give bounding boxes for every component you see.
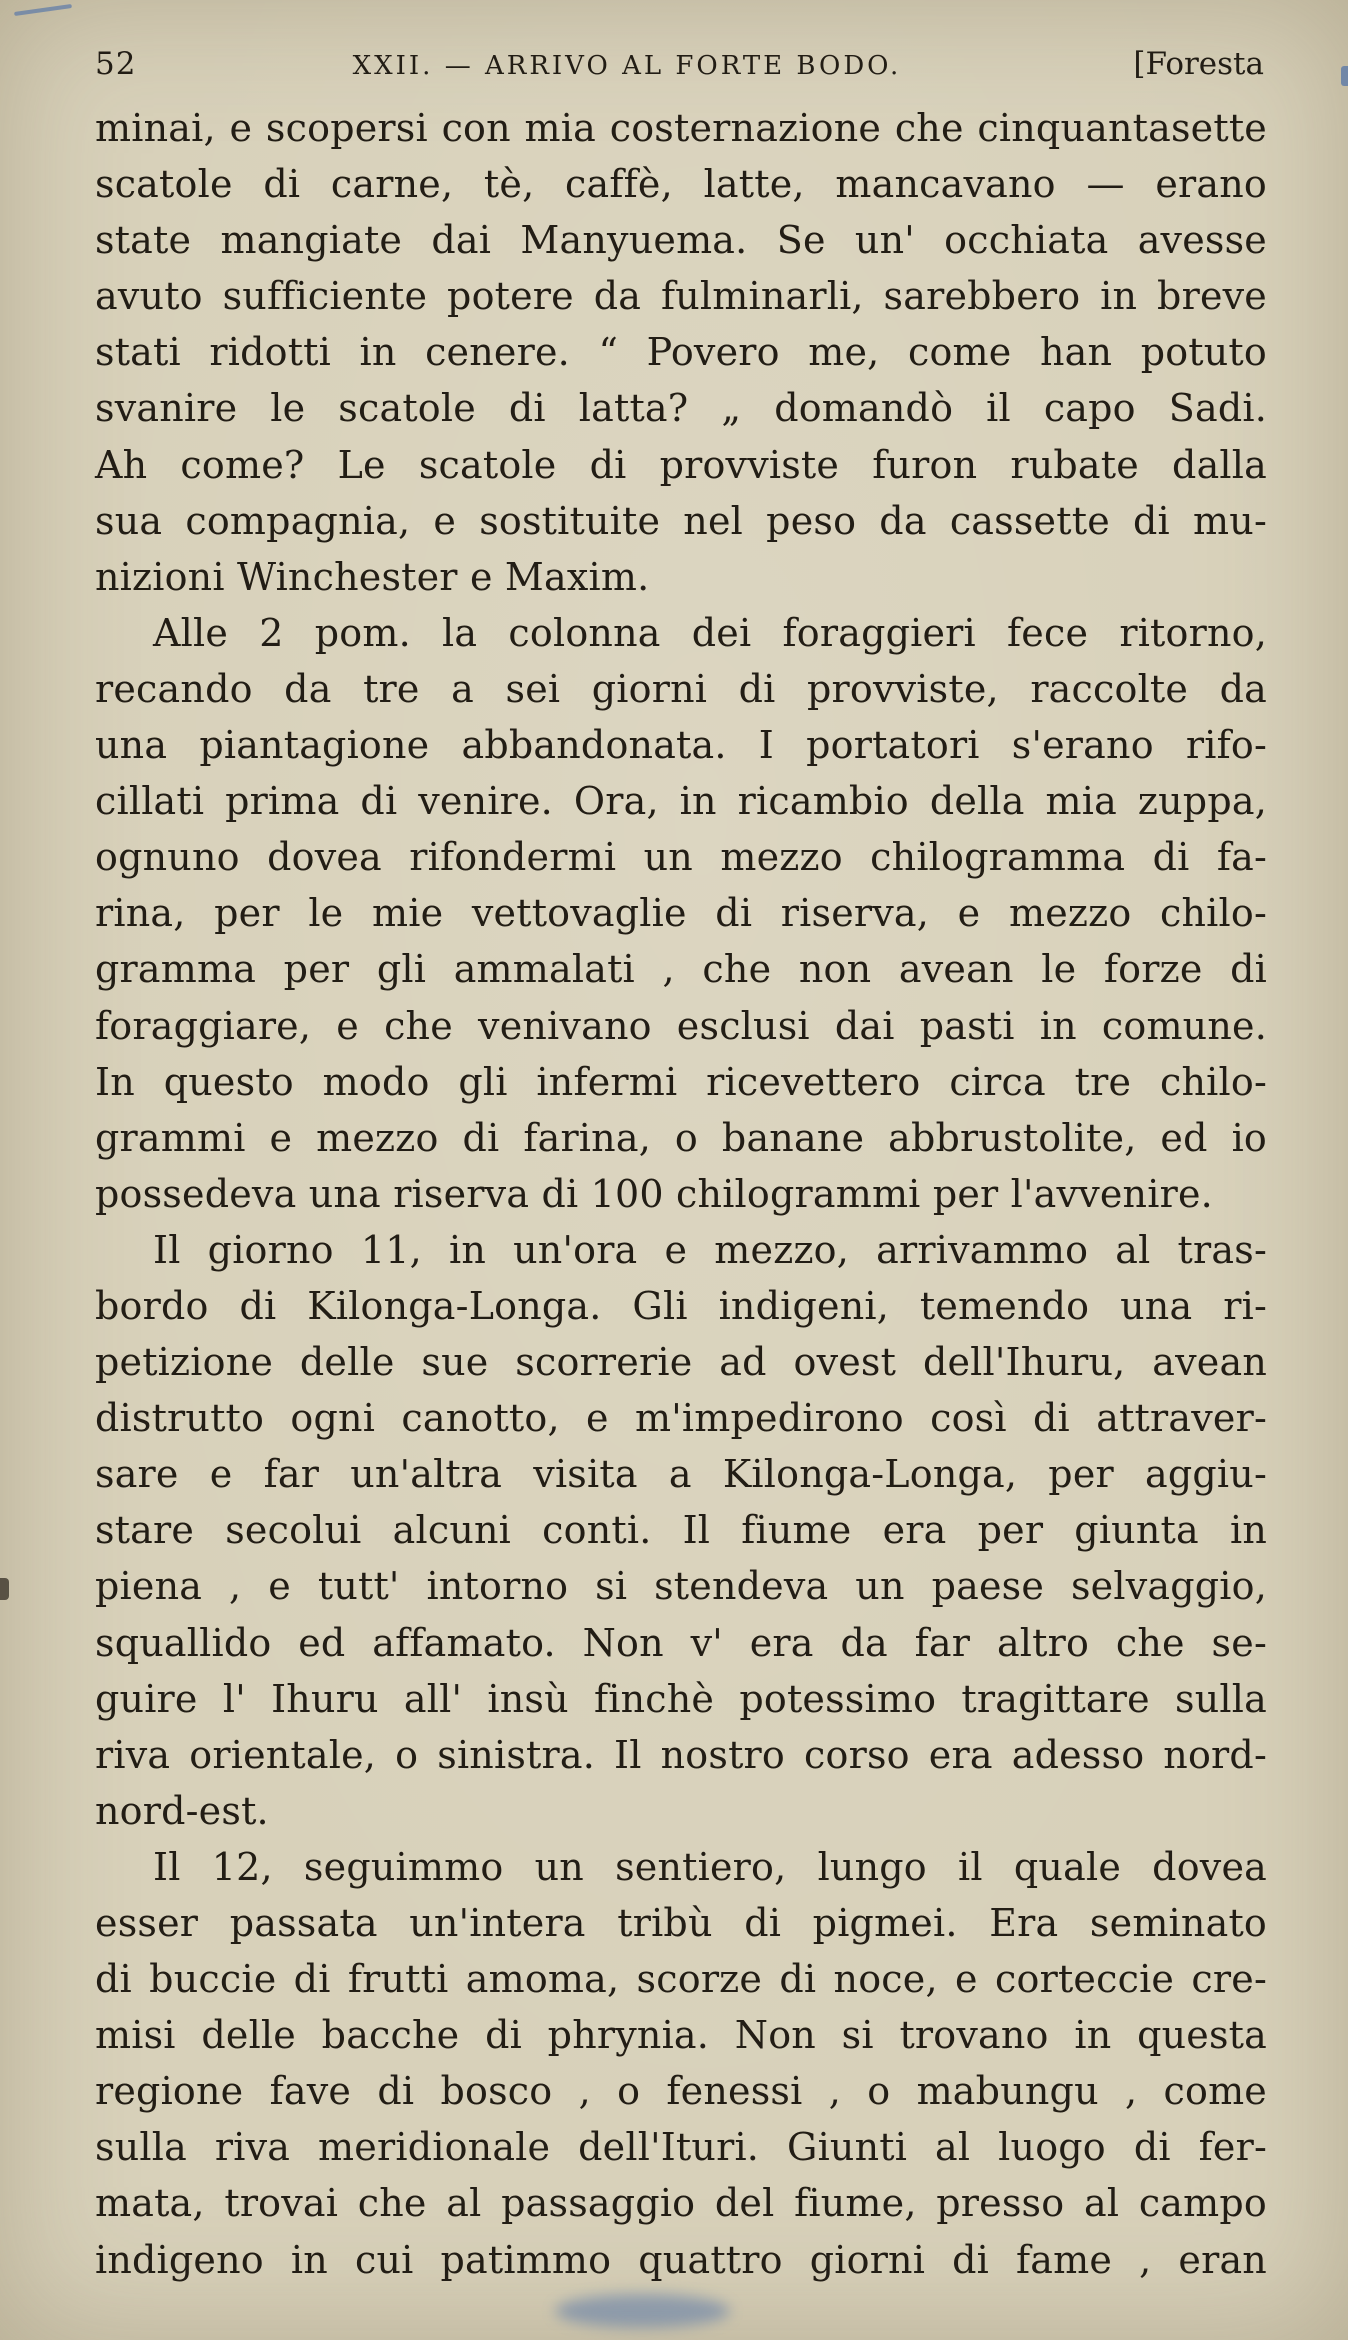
text-line: minai, e scopersi con mia costernazione che cinquantasette: [95, 106, 1267, 150]
scan-artifact-right-edge: [1341, 66, 1348, 86]
text-line: cillati prima di venire. Ora, in ricambio della mia zuppa,: [95, 779, 1267, 824]
text-line: regione fave di bosco , o fenessi , o mabungu , come: [95, 2069, 1267, 2114]
text-line: mata, trovai che al passaggio del fiume, presso al campo: [95, 2181, 1267, 2226]
text-line: nord-est.: [95, 1788, 269, 1833]
text-line: grammi e mezzo di farina, o banane abbrustolite, ed io: [95, 1115, 1267, 1160]
text-line: riva orientale, o sinistra. Il nostro corso era adesso nord-: [95, 1732, 1267, 1777]
text-line: scatole di carne, tè, caffè, latte, mancavano — erano: [95, 162, 1267, 207]
text-line: Ah come? Le scatole di provviste furon rubate dalla: [95, 442, 1267, 487]
margin-note: [Foresta: [1133, 46, 1264, 82]
page-header: [95, 46, 1264, 82]
text-line: ognuno dovea rifondermi un mezzo chilogramma di fa-: [95, 835, 1267, 880]
text-line: state mangiate dai Manyuema. Se un' occhiata avesse: [95, 218, 1267, 263]
text-line: Il 12, seguimmo un sentiero, lungo il quale dovea: [153, 1844, 1267, 1889]
text-line: svanire le scatole di latta? „ domandò il capo Sadi.: [95, 386, 1267, 431]
text-line: foraggiare, e che venivano esclusi dai pasti in comune.: [95, 1003, 1267, 1048]
text-line: Alle 2 pom. la colonna dei foraggieri fece ritorno,: [153, 610, 1267, 655]
text-line: piena , e tutt' intorno si stendeva un paese selvaggio,: [95, 1564, 1267, 1609]
text-line: sare e far un'altra visita a Kilonga-Longa, per aggiu-: [95, 1452, 1267, 1497]
text-line: squallido ed affamato. Non v' era da far altro che se-: [95, 1620, 1267, 1665]
running-title: XXII. — ARRIVO AL FORTE BODO.: [352, 51, 902, 81]
text-line: In questo modo gli infermi ricevettero circa tre chilo-: [95, 1059, 1267, 1104]
text-line: esser passata un'intera tribù di pigmei. Era seminato: [95, 1901, 1267, 1945]
text-line: indigeno in cui patimmo quattro giorni di fame , eran: [95, 2237, 1267, 2282]
text-line: Il giorno 11, in un'ora e mezzo, arrivammo al tras-: [153, 1227, 1267, 1272]
text-line: rina, per le mie vettovaglie di riserva, e mezzo chilo-: [95, 891, 1267, 936]
text-line: stare secolui alcuni conti. Il fiume era per giunta in: [95, 1508, 1267, 1553]
text-line: una piantagione abbandonata. I portatori s'erano rifo-: [95, 723, 1267, 768]
text-line: avuto sufficiente potere da fulminarli, sarebbero in breve: [95, 274, 1267, 319]
text-line: nizioni Winchester e Maxim.: [95, 554, 650, 599]
scan-artifact-top-left: [14, 4, 72, 16]
text-line: stati ridotti in cenere. “ Povero me, come han potuto: [95, 330, 1267, 375]
text-line: distrutto ogni canotto, e m'impedirono così di attraver-: [95, 1396, 1267, 1441]
text-line: recando da tre a sei giorni di provviste, raccolte da: [95, 666, 1267, 711]
text-line: sulla riva meridionale dell'Ituri. Giunti al luogo di fer-: [95, 2125, 1267, 2170]
text-line: di buccie di frutti amoma, scorze di noce, e corteccie cre-: [95, 1957, 1267, 2002]
text-body: [95, 100, 1267, 2288]
page-number: 52: [95, 46, 137, 82]
text-line: guire l' Ihuru all' insù finchè potessimo tragittare sulla: [95, 1676, 1267, 1721]
text-line: bordo di Kilonga-Longa. Gli indigeni, temendo una ri-: [95, 1283, 1267, 1328]
text-line: sua compagnia, e sostituite nel peso da cassette di mu-: [95, 498, 1267, 543]
text-line: misi delle bacche di phrynia. Non si trovano in questa: [95, 2013, 1267, 2058]
scan-artifact-bottom-smudge: [555, 2294, 730, 2328]
scan-artifact-left-edge: [0, 1578, 9, 1600]
text-line: gramma per gli ammalati , che non avean le forze di: [95, 947, 1267, 992]
text-line: petizione delle sue scorrerie ad ovest dell'Ihuru, avean: [95, 1340, 1267, 1385]
text-line: possedeva una riserva di 100 chilogrammi per l'avvenire.: [95, 1171, 1213, 1216]
